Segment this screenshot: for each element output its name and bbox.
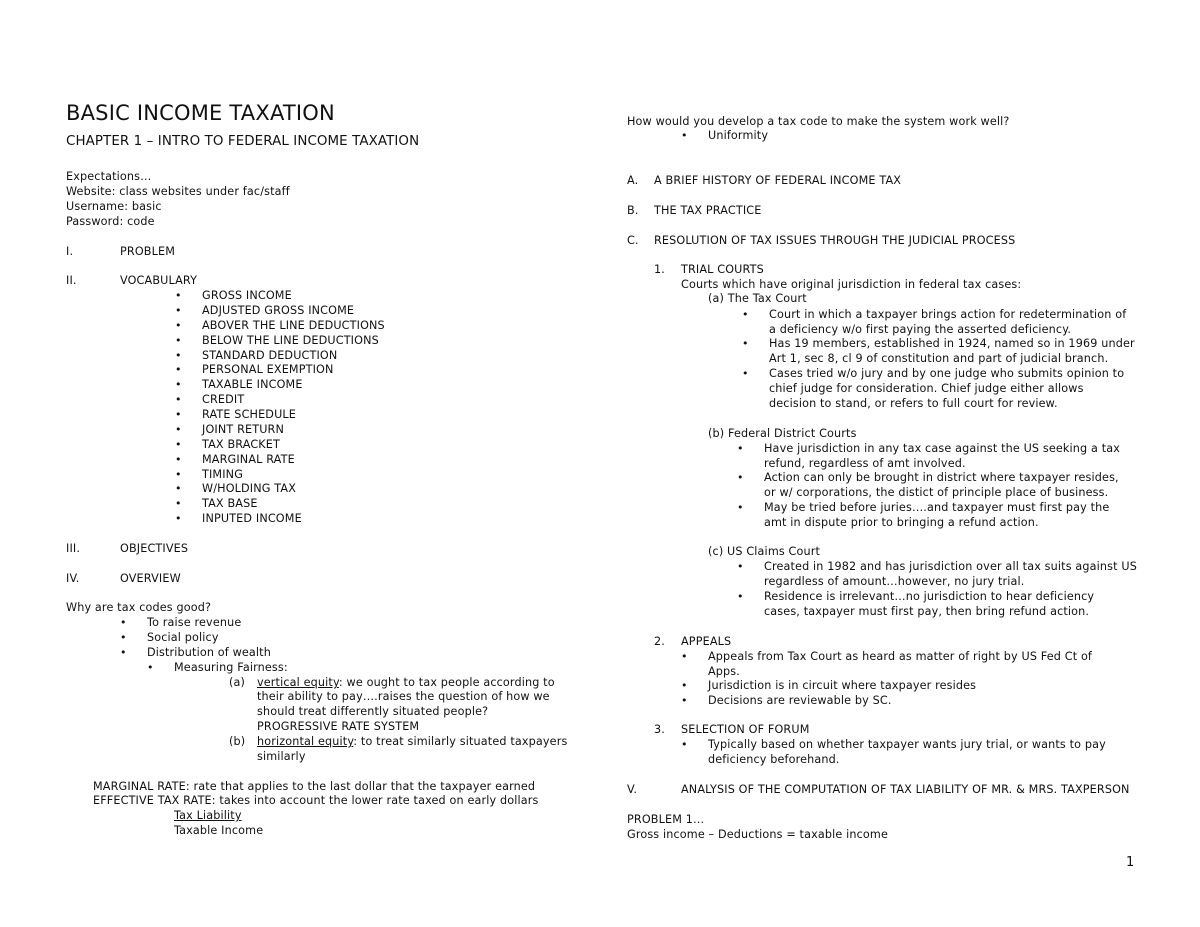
forum-point: • Typically based on whether taxpayer wants jury trial, or wants to pay [708,738,1106,752]
vertical-equity-line [257,676,555,690]
horizontal-equity-line [257,735,567,749]
vocab-item: • ABOVER THE LINE DEDUCTIONS [202,319,385,333]
vocab-item: • PERSONAL EXEMPTION [202,363,334,377]
tax-court-point: • Has 19 members, established in 1924, named so in 1969 under [769,337,1135,351]
problem-heading: PROBLEM 1… [627,813,705,826]
expectations-text: Expectations… [66,170,152,183]
reason-item: • To raise revenue [147,616,241,630]
appeals-label: APPEALS [681,635,732,648]
section-b-label: THE TAX PRACTICE [654,204,762,217]
section-c-label: RESOLUTION OF TAX ISSUES THROUGH THE JUDICIAL PROCESS [654,234,1016,247]
vocab-item: • BELOW THE LINE DEDUCTIONS [202,334,379,348]
section-v-label: ANALYSIS OF THE COMPUTATION OF TAX LIABILITY OF MR. & MRS. TAXPERSON [681,783,1130,796]
district-courts-heading: (b) Federal District Courts [708,427,857,440]
section-c-number: C. [627,234,639,247]
horizontal-equity-def: : to treat similarly situated taxpayers [353,735,568,748]
vocab-item: • TAX BASE [202,497,258,511]
district-court-point: • May be tried before juries….and taxpayer must first pay the [764,501,1109,515]
forum-number: 3. [654,723,665,736]
claims-court-point: • Created in 1982 and has jurisdiction over all tax suits against US [764,560,1137,574]
section-b-number: B. [627,204,639,217]
document-title: BASIC INCOME TAXATION [66,101,335,125]
appeals-point: • Jurisdiction is in circuit where taxpayer resides [708,679,976,693]
section-i-number: I. [66,245,74,258]
tax-court-point-cont: decision to stand, or refers to full court for review. [769,397,1058,410]
appeals-point: • Decisions are reviewable by SC. [708,694,892,708]
vocab-item: • CREDIT [202,393,244,407]
vertical-equity-label: (a) [229,676,246,689]
vocab-item: • GROSS INCOME [202,289,292,303]
reason-item: • Distribution of wealth [147,646,271,660]
vocab-item: • TIMING [202,468,243,482]
claims-court-point: • Residence is irrelevant…no jurisdiction to hear deficiency [764,590,1094,604]
password-text: Password: code [66,215,155,228]
tax-court-heading: (a) The Tax Court [708,292,807,305]
reason-item: • Social policy [147,631,219,645]
appeals-point-cont: Apps. [708,665,740,678]
claims-court-heading: (c) US Claims Court [708,545,821,558]
section-a-label: A BRIEF HISTORY OF FEDERAL INCOME TAX [654,174,902,187]
vocab-item: • TAXABLE INCOME [202,378,303,392]
vocab-item: • INPUTED INCOME [202,512,302,526]
section-a-number: A. [627,174,639,187]
vocab-item: • RATE SCHEDULE [202,408,296,422]
page-number: 1 [1126,855,1135,870]
forum-label: SELECTION OF FORUM [681,723,810,736]
section-ii-number: II. [66,274,77,287]
tax-court-point-cont: Art 1, sec 8, cl 9 of constitution and part of judicial branch. [769,352,1109,365]
district-court-point: • Action can only be brought in district where taxpayer resides, [764,471,1119,485]
appeals-number: 2. [654,635,665,648]
fraction-numerator: Tax Liability [174,809,242,822]
district-court-point-cont: refund, regardless of amt involved. [764,457,966,470]
uniformity-item: • Uniformity [708,129,768,143]
vocab-item: • W/HOLDING TAX [202,482,296,496]
appeals-point: • Appeals from Tax Court as heard as matter of right by US Fed Ct of [708,650,1092,664]
section-iv-label: OVERVIEW [120,572,181,585]
horizontal-equity-label: (b) [229,735,246,748]
marginal-rate-def: MARGINAL RATE: rate that applies to the last dollar that the taxpayer earned [93,780,536,793]
horizontal-equity-text: similarly [257,750,306,763]
horizontal-equity-term: horizontal equity [257,735,354,748]
forum-point-cont: deficiency beforehand. [708,753,840,766]
section-iii-number: III. [66,542,81,555]
district-court-point-cont: amt in dispute prior to bringing a refund action. [764,516,1039,529]
district-court-point-cont: or w/ corporations, the distict of principle place of business. [764,486,1109,499]
claims-court-point-cont: cases, taxpayer must first pay, then bring refund action. [764,605,1090,618]
trial-courts-number: 1. [654,263,665,276]
vocab-item: • STANDARD DEDUCTION [202,349,337,363]
section-iii-label: OBJECTIVES [120,542,189,555]
tax-court-point: • Court in which a taxpayer brings action for redetermination of [769,308,1126,322]
section-v-number: V. [627,783,638,796]
vertical-equity-text: should treat differently situated people? [257,705,489,718]
website-text: Website: class websites under fac/staff [66,185,290,198]
section-i-label: PROBLEM [120,245,176,258]
overview-question: Why are tax codes good? [66,601,212,614]
chapter-heading: CHAPTER 1 – INTRO TO FEDERAL INCOME TAXATION [66,134,420,149]
tax-court-point-cont: a deficiency w/o first paying the asserted deficiency. [769,323,1072,336]
tax-court-point: • Cases tried w/o jury and by one judge who submits opinion to [769,367,1124,381]
username-text: Username: basic [66,200,162,213]
trial-courts-label: TRIAL COURTS [681,263,764,276]
claims-court-point-cont: regardless of amount…however, no jury trial. [764,575,1025,588]
trial-courts-desc: Courts which have original jurisdiction in federal tax cases: [681,278,1022,291]
progressive-rate-text: PROGRESSIVE RATE SYSTEM [257,720,420,733]
section-ii-label: VOCABULARY [120,274,198,287]
vertical-equity-text: their ability to pay….raises the question of how we [257,690,550,703]
vertical-equity-def: : we ought to tax people according to [338,676,555,689]
vocab-item: • TAX BRACKET [202,438,280,452]
tax-code-question: How would you develop a tax code to make the system work well? [627,115,1010,128]
vocab-item: • MARGINAL RATE [202,453,295,467]
vocab-item: • JOINT RETURN [202,423,284,437]
fairness-item: • Measuring Fairness: [174,661,288,675]
vertical-equity-term: vertical equity [257,676,339,689]
section-iv-number: IV. [66,572,80,585]
vocab-item: • ADJUSTED GROSS INCOME [202,304,354,318]
district-court-point: • Have jurisdiction in any tax case against the US seeking a tax [764,442,1120,456]
fraction-denominator: Taxable Income [174,824,264,837]
effective-rate-def: EFFECTIVE TAX RATE: takes into account the lower rate taxed on early dollars [93,794,539,807]
tax-court-point-cont: chief judge for consideration. Chief judge either allows [769,382,1084,395]
formula-text: Gross income – Deductions = taxable income [627,828,888,841]
